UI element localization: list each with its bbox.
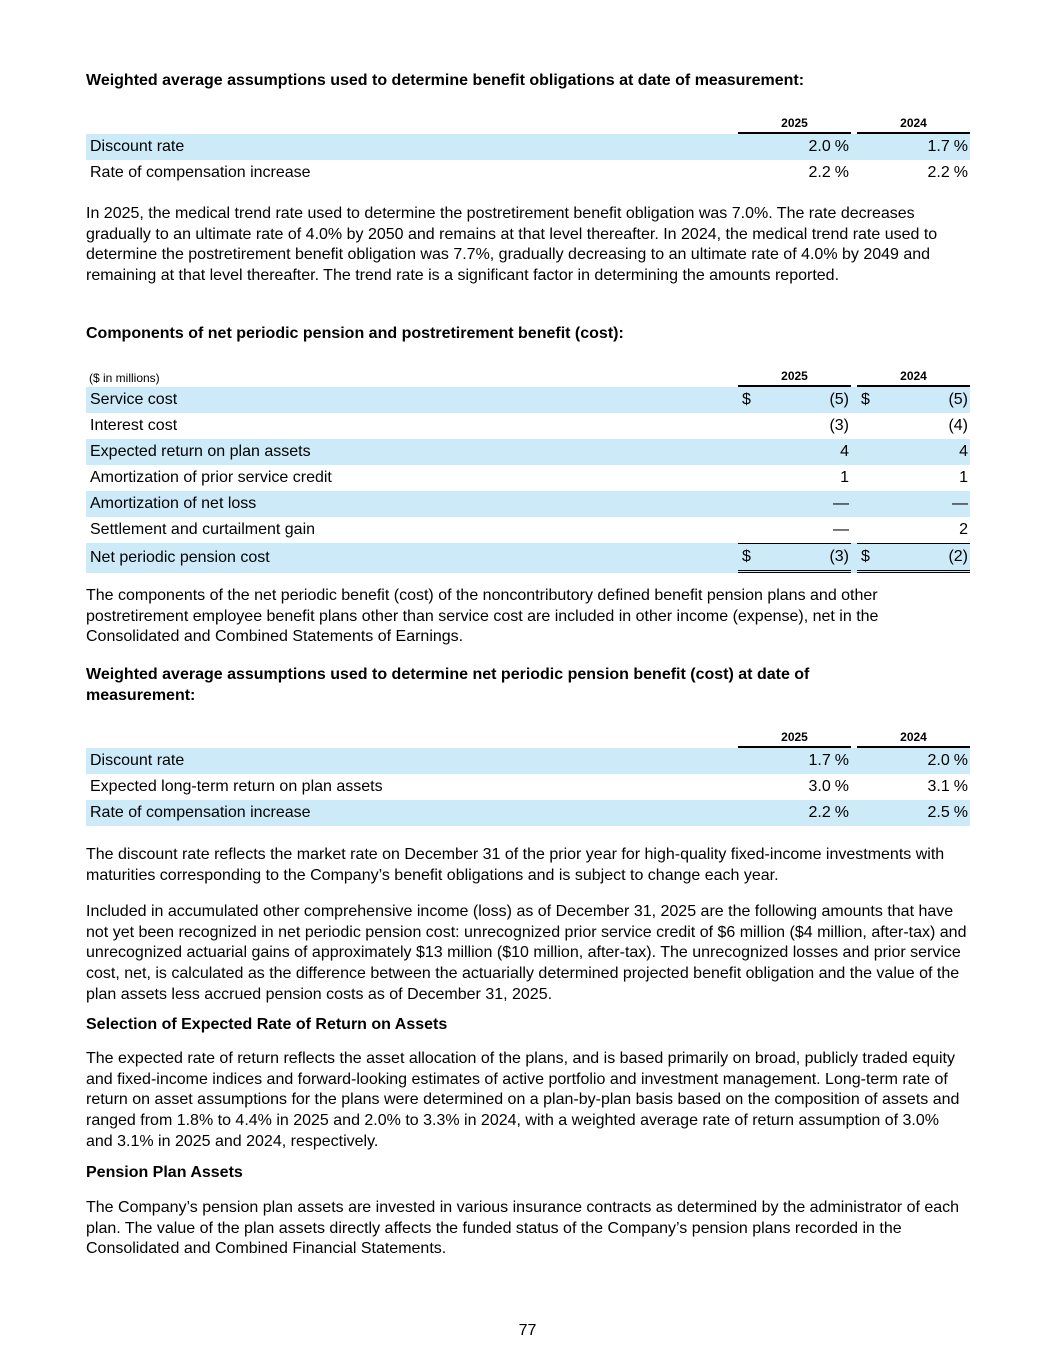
value-text: (3): [829, 548, 849, 565]
table-row: [86, 387, 970, 413]
percent-sign: %: [953, 778, 968, 795]
table-row: [86, 413, 970, 439]
value-2024: [857, 160, 970, 186]
percent-sign: %: [834, 138, 849, 155]
dollar-sign: $: [742, 391, 751, 408]
value-text: 2.0: [808, 138, 831, 155]
value-2024: [857, 774, 970, 800]
year-header-2025: 2025: [738, 112, 851, 134]
value-2024: —: [857, 491, 970, 517]
value-2024: (4): [948, 417, 968, 434]
value-2025: [738, 748, 851, 774]
row-label: Rate of compensation increase: [90, 164, 311, 181]
value-2024: 2: [959, 521, 968, 538]
year-header-2025: 2025: [738, 365, 851, 387]
table-header-row: [86, 112, 970, 134]
table-row: [86, 160, 970, 186]
dollar-sign: $: [742, 548, 751, 565]
table-header-row: [86, 726, 970, 748]
components-note-paragraph: The components of the net periodic benefit (cost) of the noncontributory defined benefit pension plans and other postretirement employee benefit plans other than service cost are included in other income (expense), net in the Consolidated and Combined Statements of Earnings.: [86, 587, 879, 646]
value-2024: 1: [959, 469, 968, 486]
table-row: [86, 800, 970, 826]
value-2025: 1: [840, 469, 849, 486]
unit-label: ($ in millions): [89, 371, 160, 385]
row-label: Amortization of prior service credit: [90, 469, 332, 486]
value-2024: [857, 748, 970, 774]
value-text: 2.2: [808, 804, 831, 821]
value-text: (2): [948, 548, 968, 565]
value-2025: —: [738, 491, 851, 517]
value-2025: [738, 134, 851, 160]
value-2025: [738, 800, 851, 826]
table-header-row: [86, 365, 970, 387]
value-text: 2.0: [927, 752, 950, 769]
value-2025: [738, 160, 851, 186]
value-text: (5): [948, 391, 968, 408]
percent-sign: %: [953, 804, 968, 821]
value-2024: [857, 387, 970, 413]
value-2025: —: [833, 521, 849, 538]
percent-sign: %: [834, 804, 849, 821]
table-row: [86, 465, 970, 491]
dollar-sign: $: [861, 548, 870, 565]
row-label: Interest cost: [90, 417, 178, 434]
total-row: [86, 543, 970, 573]
expected-return-paragraph: The expected rate of return reflects the asset allocation of the plans, and is based primarily on broad, publicly traded equity and fixed-income indices and forward-looking estimates of active portfolio and investment management. Long-term rate of return on asset assumptions for the plans were determined on a plan-by-plan basis based on the composition of assets and ranged from 1.8% to 4.4% in 2025 and 2.0% to 3.3% in 2024, with a weighted average rate of return assumption of 3.0% and 3.1% in 2025 and 2024, respectively.: [86, 1050, 960, 1150]
row-label: Rate of compensation increase: [86, 800, 738, 826]
value-text: 2.2: [808, 164, 831, 181]
value-2024: 4: [857, 439, 970, 465]
net-periodic-assumptions-table: [86, 726, 970, 826]
net-periodic-assumptions-heading: Weighted average assumptions used to determine net periodic pension benefit (cost) at date of measurement:: [86, 666, 810, 704]
benefit-obligation-assumptions-table: [86, 112, 970, 186]
pension-plan-assets-heading: Pension Plan Assets: [86, 1164, 243, 1181]
table-row: [86, 491, 970, 517]
value-text: 2.5: [927, 804, 950, 821]
page-number: 77: [518, 1322, 537, 1339]
value-2024: [857, 800, 970, 826]
table-row: [86, 517, 970, 543]
benefit-obligation-assumptions-heading: Weighted average assumptions used to determine benefit obligations at date of measurement:: [86, 72, 805, 89]
row-label: Settlement and curtailment gain: [90, 521, 316, 538]
row-label: Expected return on plan assets: [86, 439, 738, 465]
row-label: Expected long-term return on plan assets: [90, 778, 383, 795]
expected-return-heading: Selection of Expected Rate of Return on Assets: [86, 1016, 448, 1033]
row-label: Amortization of net loss: [86, 491, 738, 517]
medical-trend-rate-paragraph: In 2025, the medical trend rate used to determine the postretirement benefit obligation was 7.0%. The rate decreases gradually to an ultimate rate of 4.0% by 2050 and remains at that level thereafter. In 2024, the medical trend rate used to determine the postretirement benefit obligation was 7.7%, gradually decreasing to an ultimate rate of 4.0% by 2049 and remaining at that level thereafter. The trend rate is a significant factor in determining the amounts reported.: [86, 205, 938, 285]
value-text: (5): [829, 391, 849, 408]
value-text: 2.2: [927, 164, 950, 181]
table-row: [86, 774, 970, 800]
row-label: Service cost: [86, 387, 738, 413]
total-2024: [857, 543, 970, 573]
net-periodic-components-table: [86, 365, 970, 573]
year-header-2024: 2024: [857, 726, 970, 748]
row-label: Discount rate: [86, 748, 738, 774]
value-2025: 4: [738, 439, 851, 465]
total-2025: [738, 543, 851, 573]
discount-rate-paragraph: The discount rate reflects the market rate on December 31 of the prior year for high-quality fixed-income investments with maturities corresponding to the Company’s benefit obligations and is subject to change each year.: [86, 846, 945, 884]
table-row: [86, 134, 970, 160]
value-2025: [738, 774, 851, 800]
dollar-sign: $: [861, 391, 870, 408]
year-header-2024: 2024: [857, 365, 970, 387]
table-row: [86, 439, 970, 465]
value-text: 1.7: [927, 138, 950, 155]
total-label: Net periodic pension cost: [86, 543, 738, 573]
value-text: 3.0: [808, 778, 831, 795]
percent-sign: %: [834, 752, 849, 769]
table-row: [86, 748, 970, 774]
net-periodic-components-heading: Components of net periodic pension and postretirement benefit (cost):: [86, 325, 624, 342]
value-text: 1.7: [808, 752, 831, 769]
value-2025: (3): [829, 417, 849, 434]
year-header-2025: 2025: [738, 726, 851, 748]
percent-sign: %: [953, 752, 968, 769]
value-2025: [738, 387, 851, 413]
aoci-paragraph: Included in accumulated other comprehensive income (loss) as of December 31, 2025 are the following amounts that have not yet been recognized in net periodic pension cost: unrecognized prior service credit of $6 million ($4 million, after-tax) and unrecognized actuarial gains of approximately $13 million ($10 million, after-tax). The unrecognized losses and prior service cost, net, is calculated as the difference between the actuarially determined projected benefit obligation and the value of the plan assets less accrued pension costs as of December 31, 2025.: [86, 903, 967, 1003]
percent-sign: %: [834, 778, 849, 795]
year-header-2024: 2024: [857, 112, 970, 134]
row-label: Discount rate: [86, 134, 738, 160]
value-text: 3.1: [927, 778, 950, 795]
percent-sign: %: [953, 138, 968, 155]
percent-sign: %: [953, 164, 968, 181]
value-2024: [857, 134, 970, 160]
pension-plan-assets-paragraph: The Company’s pension plan assets are invested in various insurance contracts as determined by the administrator of each plan. The value of the plan assets directly affects the funded status of the Company’s pension plans recorded in the Consolidated and Combined Financial Statements.: [86, 1199, 960, 1258]
percent-sign: %: [834, 164, 849, 181]
